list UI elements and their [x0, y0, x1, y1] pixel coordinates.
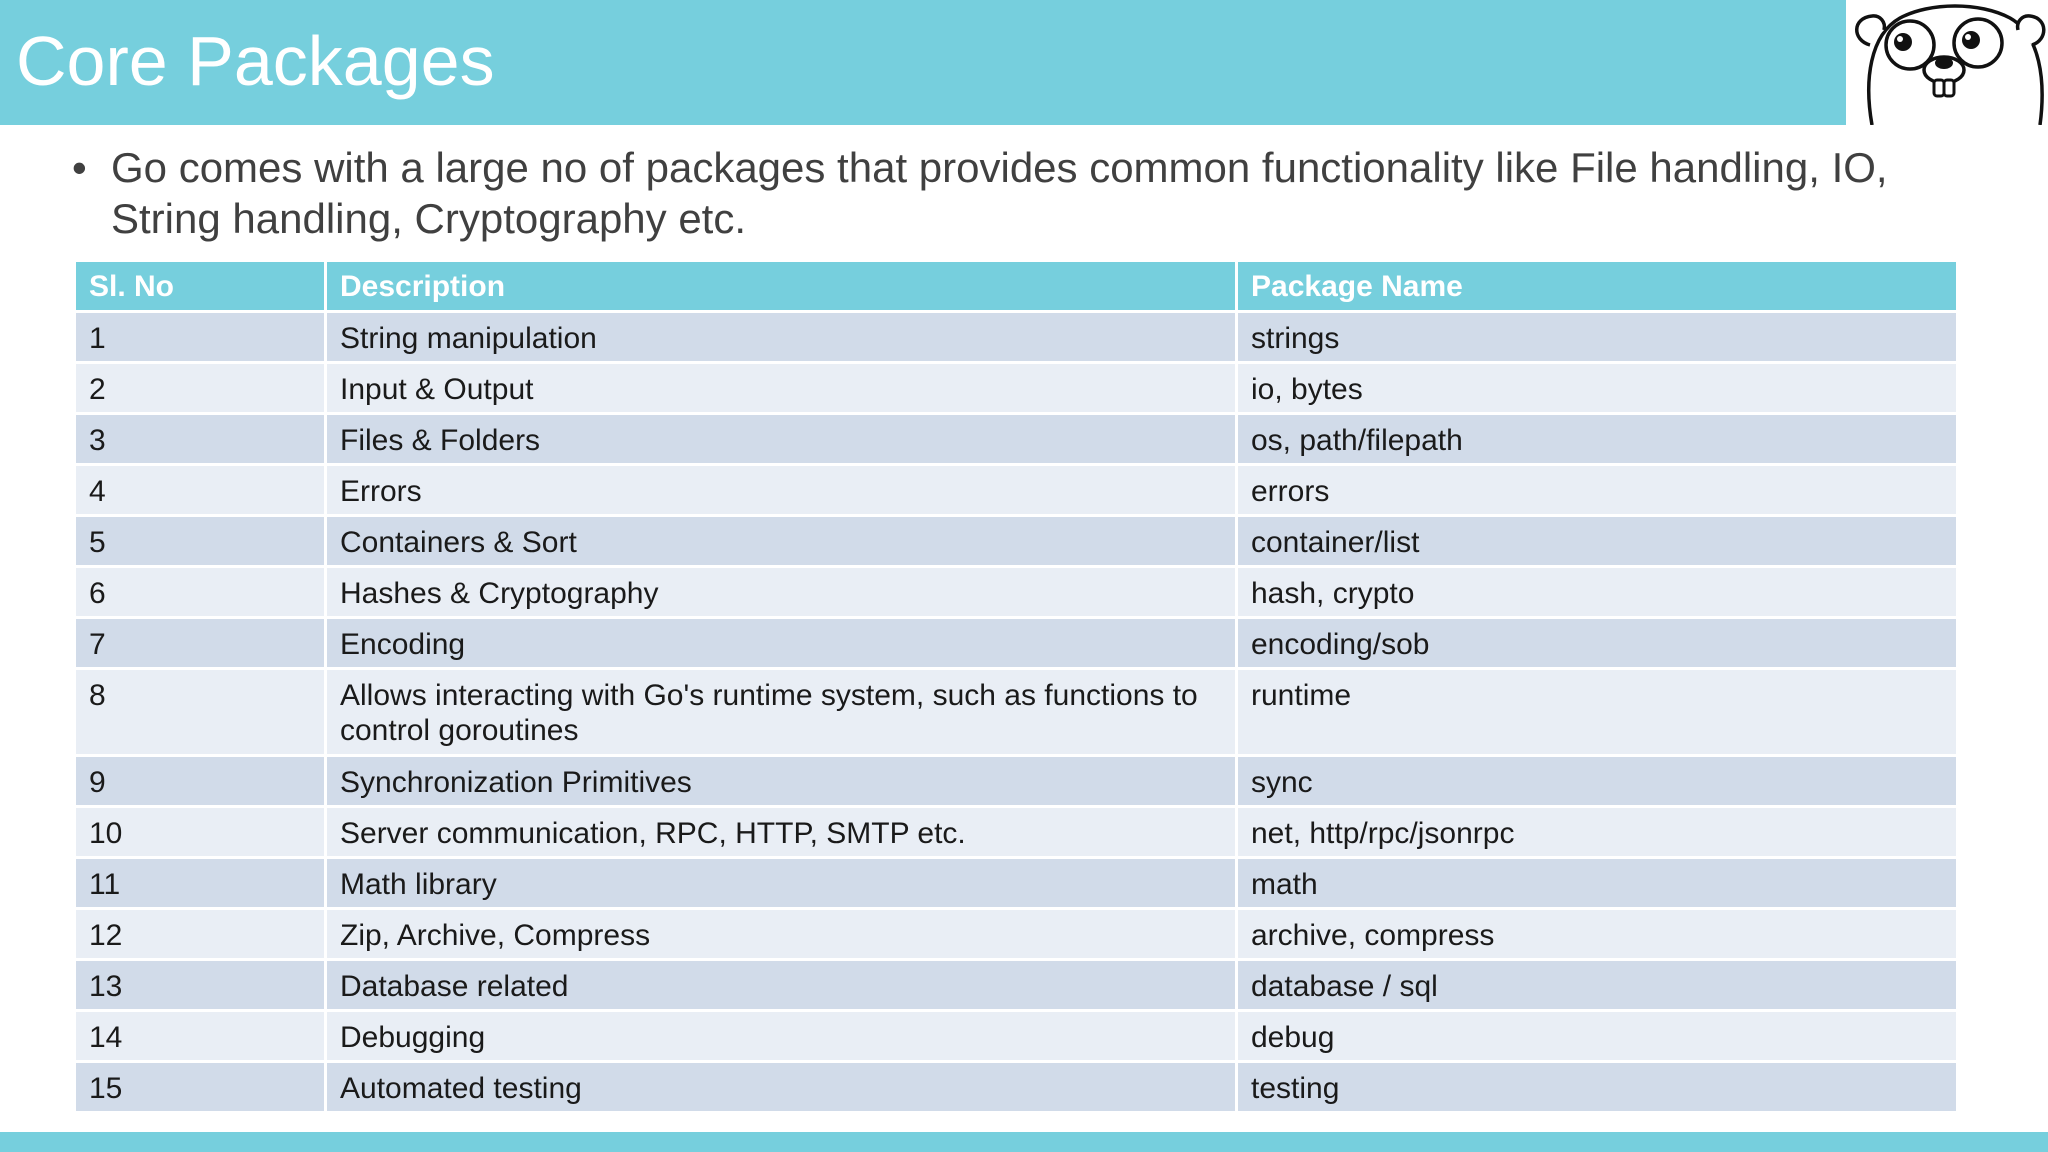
header-package-name: Package Name: [1237, 261, 1958, 312]
table-row: [75, 960, 1958, 1011]
header-description: Description: [326, 261, 1237, 312]
cell-description: Database related: [326, 960, 1237, 1011]
cell-description: Hashes & Cryptography: [326, 567, 1237, 618]
table-header-row: [75, 261, 1958, 312]
cell-description: Debugging: [326, 1011, 1237, 1062]
cell-package: container/list: [1237, 516, 1958, 567]
cell-sl-no: 15: [75, 1062, 326, 1113]
cell-package: net, http/rpc/jsonrpc: [1237, 807, 1958, 858]
cell-package: strings: [1237, 312, 1958, 363]
table-row: [75, 807, 1958, 858]
cell-description: Zip, Archive, Compress: [326, 909, 1237, 960]
cell-package: sync: [1237, 756, 1958, 807]
table-row: [75, 669, 1958, 756]
cell-description: Files & Folders: [326, 414, 1237, 465]
cell-description: Math library: [326, 858, 1237, 909]
cell-description: Synchronization Primitives: [326, 756, 1237, 807]
table-row: [75, 567, 1958, 618]
cell-sl-no: 4: [75, 465, 326, 516]
cell-description: Encoding: [326, 618, 1237, 669]
cell-sl-no: 7: [75, 618, 326, 669]
cell-package: testing: [1237, 1062, 1958, 1113]
cell-description: Input & Output: [326, 363, 1237, 414]
table-row: [75, 516, 1958, 567]
cell-package: archive, compress: [1237, 909, 1958, 960]
header-sl-no: Sl. No: [75, 261, 326, 312]
footer-bar: [0, 1132, 2048, 1152]
table-row: [75, 312, 1958, 363]
cell-sl-no: 5: [75, 516, 326, 567]
table-row: [75, 363, 1958, 414]
cell-package: encoding/sob: [1237, 618, 1958, 669]
cell-sl-no: 9: [75, 756, 326, 807]
title-bar: [0, 0, 1846, 125]
cell-package: runtime: [1237, 669, 1958, 756]
table-row: [75, 756, 1958, 807]
cell-package: io, bytes: [1237, 363, 1958, 414]
cell-description: Automated testing: [326, 1062, 1237, 1113]
cell-sl-no: 8: [75, 669, 326, 756]
cell-sl-no: 1: [75, 312, 326, 363]
cell-package: debug: [1237, 1011, 1958, 1062]
cell-description: Allows interacting with Go's runtime system, such as functions to control goroutines: [326, 669, 1237, 756]
gopher-mascot-icon: [1850, 0, 2048, 125]
cell-package: hash, crypto: [1237, 567, 1958, 618]
table-row: [75, 465, 1958, 516]
cell-sl-no: 3: [75, 414, 326, 465]
cell-sl-no: 13: [75, 960, 326, 1011]
cell-package: database / sql: [1237, 960, 1958, 1011]
cell-package: os, path/filepath: [1237, 414, 1958, 465]
logo: [1850, 0, 2048, 125]
cell-description: String manipulation: [326, 312, 1237, 363]
table-row: [75, 414, 1958, 465]
slide-title: Core Packages: [16, 22, 495, 100]
cell-description: Server communication, RPC, HTTP, SMTP etc.: [326, 807, 1237, 858]
table-row: [75, 1062, 1958, 1113]
cell-sl-no: 11: [75, 858, 326, 909]
table-row: [75, 909, 1958, 960]
cell-sl-no: 10: [75, 807, 326, 858]
table-row: [75, 858, 1958, 909]
cell-sl-no: 12: [75, 909, 326, 960]
cell-description: Containers & Sort: [326, 516, 1237, 567]
bullet-text: Go comes with a large no of packages that provides common functionality like File handling, IO, String handling, Cryptography etc.: [111, 144, 1888, 242]
packages-table: [73, 259, 1959, 1114]
cell-package: math: [1237, 858, 1958, 909]
table-row: [75, 1011, 1958, 1062]
cell-sl-no: 2: [75, 363, 326, 414]
cell-sl-no: 6: [75, 567, 326, 618]
table-row: [75, 618, 1958, 669]
cell-package: errors: [1237, 465, 1958, 516]
cell-sl-no: 14: [75, 1011, 326, 1062]
cell-description: Errors: [326, 465, 1237, 516]
bullet-marker: •: [72, 144, 87, 191]
